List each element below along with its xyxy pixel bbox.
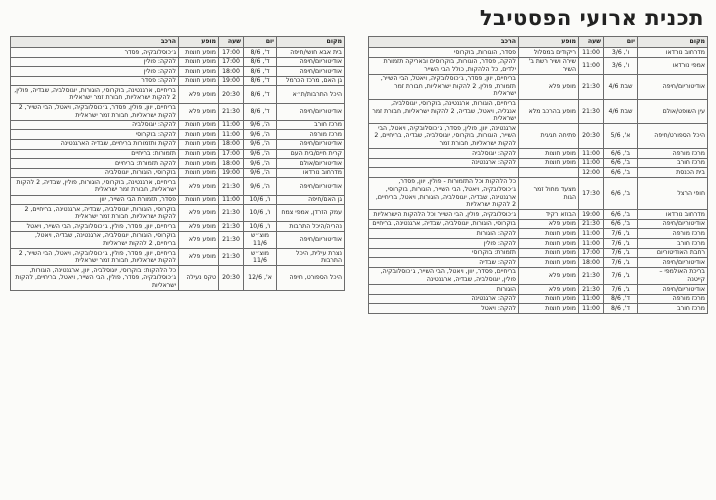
cell-place: נצרת עילית, היכל התרבות [277,249,345,266]
table-row [369,177,708,209]
table-row [11,159,345,169]
cell-time: 17:30 [579,177,604,209]
cell-venue: מופע חוצות [519,258,579,268]
table-row [369,57,708,74]
cell-day: ג', 7/6 [604,258,638,268]
cell-place: עין השופט/אולם [638,99,708,124]
table-row [11,231,345,248]
cell-content: בוקרוסי, הוגורות, יוגוסלביה [11,168,179,178]
cell-place: בריכת האולמפי – קייטנה [638,267,708,284]
table-row [369,304,708,314]
cell-content: בוקרוסי, הוגורות, יוגוסלביה, שבדיה, ארגנטינה, בריחיים [369,219,519,229]
cell-day: ג', 7/6 [604,239,638,249]
cell-content: להקה: ארגנטינה [369,158,519,168]
cell-place: בית הכנסת [638,168,708,178]
cell-venue: מופע חוצות [519,149,579,159]
cell-time: 12:00 [579,168,604,178]
cell-venue: מופע חוצות [179,57,219,67]
cell-day: ו', 10/6 [244,195,277,205]
cell-time: 20:30 [579,124,604,149]
header-day: יום [244,37,277,48]
cell-time: 17:00 [219,48,244,58]
cell-content: להקה: בוקרוסי [11,130,179,140]
cell-content: להקה: פולין [369,239,519,249]
cell-time: 11:00 [579,158,604,168]
cell-content: להקה: שבדיה [369,258,519,268]
cell-venue: מופע פלא [179,205,219,222]
cell-venue: מצעד מחול זמר הגות [519,177,579,209]
cell-place: קרית חיים/בית העם [277,149,345,159]
cell-day: ג', 7/6 [604,248,638,258]
cell-time: 11:00 [579,304,604,314]
cell-content [369,168,519,178]
header-time: שעה [579,37,604,48]
cell-day: ג', 7/6 [604,267,638,284]
cell-day: מוצ״ש 11/6 [244,231,277,248]
cell-content: בריחיים, ארגנטינה, בוקרוסי, הוגורות, יוגוסלביה, שבדיה, פולין, 2 להקות ישראליות, חבורת זמר ישראלית [11,86,179,103]
cell-venue: פתיחה חגיגית [519,124,579,149]
cell-time: 21:30 [219,103,244,120]
table-row [369,149,708,159]
cell-place: נהריה/היכל התרבות [277,222,345,232]
cell-content: בוקרוסי, הוגורות, יוגוסלביה, ארגנטינה, שבדיה, ויאטל, בריחיים, 2 להקות ישראליות [11,231,179,248]
cell-time: 19:00 [219,76,244,86]
cell-day: ה', 9/6 [244,149,277,159]
cell-venue: מופע חוצות [179,67,219,77]
cell-venue: מופע חוצות [179,159,219,169]
cell-time: 21:30 [579,74,604,99]
cell-content: הוגורות [369,285,519,295]
table-row [369,158,708,168]
cell-place: מרכז מורפה [277,130,345,140]
cell-place: בית אבא חושי/חיפה [277,48,345,58]
cell-place: מרכז מורפה [638,229,708,239]
cell-place: אודיטוריום/חיפה [277,231,345,248]
cell-time: 11:00 [219,120,244,130]
cell-day: ד', 8/6 [604,294,638,304]
table-row [11,103,345,120]
cell-time: 18:00 [219,139,244,149]
cell-day: ה', 9/6 [244,139,277,149]
table-row [369,48,708,58]
cell-venue: מופע חוצות [519,158,579,168]
cell-time: 18:00 [579,258,604,268]
cell-venue: מופע פלא [179,249,219,266]
cell-time: 21:30 [219,231,244,248]
cell-venue: מופע פלא [179,178,219,195]
cell-content: פסדר, הוגורות, בוקרוסי [369,48,519,58]
cell-time: 11:00 [579,57,604,74]
cell-day: ה', 9/6 [244,120,277,130]
cell-content: להקה: פולין [11,67,179,77]
cell-time: 11:00 [579,48,604,58]
cell-content: להקה תזמורת: בריחיים [11,159,179,169]
cell-time: 21:30 [219,249,244,266]
cell-venue [519,168,579,178]
cell-day: ה', 9/6 [244,178,277,195]
cell-content: להקה, פסדר, הוגורות, בוקרוסים ובאריקה תזמורת ילדים, כל הלהקות, כולל הבי השייר [369,57,519,74]
cell-content: בריחיים, יוון, פסדר, ג׳כוסלובקיה, ויאטל, הבי השייר, תזמורת, פולין, 2 להקות ישראליות, חבורת זמר ישראלית [369,74,519,99]
cell-time: 21:30 [579,285,604,295]
cell-venue: מופע פלא [179,231,219,248]
cell-content: להקה: יוגוסלביה [11,120,179,130]
table-row [11,48,345,58]
table-row [369,258,708,268]
cell-content: ג׳כוסלובקיה, פולין, הבי השייר וכל הלהקות הישראליות [369,210,519,220]
cell-place: היכל הספורט, חיפה [277,266,345,291]
table-row [11,86,345,103]
cell-content: פסדר, תזמורת הבי השייר, יוון [11,195,179,205]
cell-venue: מופע חוצות [519,239,579,249]
table-row [11,57,345,67]
cell-venue: מופע חוצות [519,248,579,258]
cell-venue: מופע פלא [519,267,579,284]
cell-venue: מופע חוצות [179,48,219,58]
cell-day: ד', 8/6 [244,67,277,77]
cell-time: 21:30 [219,205,244,222]
table-row [11,139,345,149]
cell-day: ו', 3/6 [604,57,638,74]
cell-day: ב', 6/6 [604,177,638,209]
cell-day: ב', 6/6 [604,210,638,220]
cell-content: להקה: ויאטל [369,304,519,314]
cell-content: בריחיים, הוגורות, ארגנטינה, בוקרוסי, יוגוסלביה, אנגליה, ויאטל, שבדיה, 2 להקות ישראליות, חבורת זמר ישראלית [369,99,519,124]
cell-place: אודיטוריום/חיפה [638,258,708,268]
table-row [369,210,708,220]
table-row [369,229,708,239]
cell-time: 11:00 [219,130,244,140]
cell-day: ד', 8/6 [604,304,638,314]
cell-place: גן האם/חיפה [277,195,345,205]
cell-time: 21:30 [219,222,244,232]
cell-content: בריחיים, ארגנטינה, בוקרוסי, הוגורות, פולין, שבדיה, 2 להקות ישראליות, חבורת זמר ישראלית [11,178,179,195]
cell-place: אודיטוריום/חיפה [638,74,708,99]
cell-day: ג', 7/6 [604,285,638,295]
cell-time: 17:00 [219,149,244,159]
cell-place: מרכז חורב [638,158,708,168]
cell-venue: מופע חוצות [519,304,579,314]
cell-time: 21:30 [219,178,244,195]
cell-place: אודיטוריום/חיפה [277,57,345,67]
cell-time: 21:30 [579,267,604,284]
cell-venue: מופע פלא [179,222,219,232]
page-title: תכנית ארועי הפסטיבל [479,6,704,30]
cell-time: 11:00 [219,195,244,205]
cell-place: אודיטוריום/אולם [277,159,345,169]
cell-day: ד', 8/6 [244,57,277,67]
cell-content: תזמורות: בריחיים [11,149,179,159]
cell-venue: מופע חוצות [179,168,219,178]
cell-place: חופי הרצל [638,177,708,209]
table-row [369,124,708,149]
cell-day: ו', 10/6 [244,205,277,222]
cell-content: להקות ותזמורות בריחיים, שבדיה הארגנטינה [11,139,179,149]
cell-venue: מופע פלא [179,86,219,103]
cell-place: אמפי נורדאו [638,57,708,74]
cell-time: 17:00 [579,248,604,258]
header-venue: מופע [519,37,579,48]
schedule-table-right [368,36,708,314]
cell-day: ה', 9/6 [244,159,277,169]
cell-day: ה', 9/6 [244,130,277,140]
cell-place: עמק הזרדן, אמפי צמח [277,205,345,222]
cell-venue: מופע חוצות [179,195,219,205]
cell-place: גן האם, מרכז הכרמל [277,76,345,86]
cell-place: מדרחוב נורדאו [638,210,708,220]
table-row [369,267,708,284]
table-row [369,219,708,229]
table-row [11,149,345,159]
table-row [11,205,345,222]
cell-day: ד', 8/6 [244,103,277,120]
schedule-table-left [10,36,345,291]
cell-venue: מופע חוצות [179,76,219,86]
table-row [11,67,345,77]
cell-content: בריחיים, יוון, פולין, פסדר, ג׳כוסלובקיה, ויאטל, הבי השייר, 2 להקות ישראליות, חבורת זמר ישראלית [11,103,179,120]
cell-venue: מופע פלא [179,103,219,120]
cell-day: ו', 3/6 [604,48,638,58]
header-place: מקום [638,37,708,48]
header-day: יום [604,37,638,48]
cell-venue: מופע חוצות [519,294,579,304]
cell-venue: מופע חוצות [519,229,579,239]
cell-place: אודיטוריום/חיפה [638,219,708,229]
cell-content: בריחיים, יוון, פסדר, פולין, ג׳כוסלובקיה, הבי השייר, ויאטל [11,222,179,232]
table-row [11,168,345,178]
cell-content: בריחיים, פסדר, יוון, ויאטל, הבי השייר, ג׳כוסלובקיה, פולין, יוגוסלביה, שבדיה, ארגנטינה [369,267,519,284]
cell-place: מרכז מורפה [638,149,708,159]
cell-day: ב', 6/6 [604,219,638,229]
table-row [11,130,345,140]
table-row [369,248,708,258]
cell-content: בוקרוסי, הוגורות, יוגוסלביה, שבדיה, ארגנטינה, בריחיים, 2 להקות ישראליות, חבורת זמר ישראלית [11,205,179,222]
cell-content: להקה: ארגנטינה [369,294,519,304]
cell-place: אודיטוריום/חיפה [638,285,708,295]
cell-content: כל הלהקות וכל התזמורות - פולין, יוון, פסדר, ג׳כוסלובקיה, ויאטל, הבי השייר, הוגורות, בוקרוסי, ארגנטינה, שבדיה, יוגוסלביה, הוגורות, ויאטל, בריחיים, 2 להקות ישראליות [369,177,519,209]
cell-time: 21:30 [579,219,604,229]
cell-time: 19:00 [219,168,244,178]
cell-place: היכל הספורט/חיפה [638,124,708,149]
header-content: הרכב [11,37,179,48]
cell-time: 21:30 [579,99,604,124]
cell-day: ד', 8/6 [244,48,277,58]
cell-content: ג׳כוסלובקיה, פסדר [11,48,179,58]
cell-venue: שירה ושיר רשת ב' השיר [519,57,579,74]
cell-place: מדרחוב נורדאו [638,48,708,58]
cell-venue: מופע פלא [519,285,579,295]
cell-venue: מופע פלא [519,74,579,99]
cell-day: ב', 6/6 [604,149,638,159]
cell-day: א', 12/6 [244,266,277,291]
cell-place: מדרחוב נורדאו [277,168,345,178]
cell-day: ה', 9/6 [244,168,277,178]
cell-place: מרכז חורב [277,120,345,130]
cell-content: תזמורת: בוקרוסי [369,248,519,258]
cell-venue: טקס נעילה [179,266,219,291]
cell-day: ב', 6/6 [604,158,638,168]
cell-day: מוצ״ש 11/6 [244,249,277,266]
table-row [11,195,345,205]
cell-place: רחבת האודיטוריום [638,248,708,258]
table-row [369,74,708,99]
table-row [369,294,708,304]
cell-time: 11:00 [579,294,604,304]
header-venue: מופע [179,37,219,48]
cell-content: בריחיים, יוון, פסדר, פולין, ג׳כוסלובקיה, ויאטל, הבי השייר, 2 להקות ישראליות, חבורת זמר ישראלית [11,249,179,266]
cell-venue: מופע חוצות [179,130,219,140]
cell-content: להקה: פסדר [11,76,179,86]
cell-venue: הבוזא רקיד [519,210,579,220]
cell-day: ג', 7/6 [604,229,638,239]
cell-place: אודיטוריום/חיפה [277,178,345,195]
cell-venue: מופע חוצות [179,149,219,159]
cell-content: להקה: הוגורות [369,229,519,239]
table-row [11,120,345,130]
cell-venue: מופע חוצות [179,139,219,149]
cell-time: 20:30 [219,266,244,291]
table-row [369,168,708,178]
cell-venue: מופע חוצות [179,120,219,130]
cell-day: א', 5/6 [604,124,638,149]
cell-day: ב', 6/6 [604,168,638,178]
cell-place: אודיטוריום/חיפה [277,103,345,120]
cell-content: להקה: פולין [11,57,179,67]
cell-time: 11:00 [579,149,604,159]
header-place: מקום [277,37,345,48]
table-row [11,178,345,195]
cell-day: ד', 8/6 [244,86,277,103]
table-row [369,99,708,124]
header-time: שעה [219,37,244,48]
cell-venue: מופע פלא [519,219,579,229]
cell-time: 20:30 [219,86,244,103]
cell-place: היכל התרבות/ת״א [277,86,345,103]
cell-place: מרכז מורפה [638,294,708,304]
cell-time: 19:00 [579,210,604,220]
table-row [369,239,708,249]
cell-place: אודיטוריום/חיפה [277,139,345,149]
cell-time: 11:00 [579,229,604,239]
cell-place: מרכז חורב [638,239,708,249]
table-header-row [11,37,345,48]
cell-place: אודיטוריום/חיפה [277,67,345,77]
table-row [11,76,345,86]
table-header-row [369,37,708,48]
cell-day: ד', 8/6 [244,76,277,86]
table-row [11,249,345,266]
cell-content: להקה: יוגוסלביה [369,149,519,159]
table-row [369,285,708,295]
cell-venue: מופע בהרכב מלא [519,99,579,124]
cell-content: ארגנטינה, יוון, פולין, פסדר, ג׳כוסלובקיה, ויאטל, הבי השייר, הוגורות, בוקרוסי, יוגוסלביה, שבדיה, בריחיים, 2 להקות ישראליות, חבורת זמר [369,124,519,149]
cell-time: 18:00 [219,159,244,169]
cell-day: שבת 4/6 [604,74,638,99]
table-row [11,222,345,232]
cell-content: כל הלהקות: בוקרוסי, יוגוסלביה, יוון, ארגנטינה, הוגורות, ג׳כוסלובקיה, פסדר, פולין, הבי השייר, ויאטל, בריחיים, להקות ישראליות [11,266,179,291]
header-content: הרכב [369,37,519,48]
cell-time: 11:00 [579,239,604,249]
cell-time: 17:00 [219,57,244,67]
cell-venue: ריקודים במסלול [519,48,579,58]
cell-place: מרכז חורב [638,304,708,314]
cell-time: 18:00 [219,67,244,77]
cell-day: ו', 10/6 [244,222,277,232]
cell-day: שבת 4/6 [604,99,638,124]
table-row [11,266,345,291]
